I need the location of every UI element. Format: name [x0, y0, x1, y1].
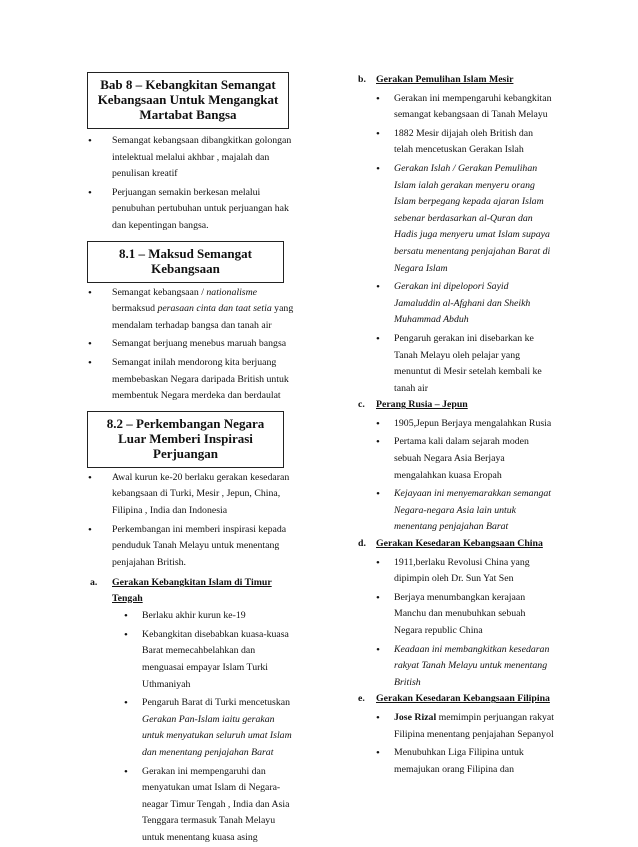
subsection-letter: e.: [358, 693, 365, 705]
list-item: • Semangat inilah mendorong kita berjuang membebaskan Negara daripada British untuk membentuk Negara merdeka dan berdaulat: [82, 355, 294, 405]
chapter-heading: Bab 8 – Kebangkitan Semangat Kebangsaan Untuk Mengangkat Martabat Bangsa: [87, 72, 289, 129]
list-item: • Menubuhkan Liga Filipina untuk memajukan orang Filipina dan: [376, 745, 554, 778]
subsection-title: Gerakan Kesedaran Kebangsaan China: [376, 538, 543, 550]
list-item: • Pengaruh gerakan ini disebarkan ke Tanah Melayu oleh pelajar yang menuntut di Mesir setelah kembali ke tanah air: [376, 331, 554, 397]
list-item: • Gerakan ini mempengaruhi dan menyatukan umat Islam di Negara-neagar Timur Tengah , India dan Asia Tenggara termasuk Tanah Melayu untuk menentang kuasa asing: [112, 764, 294, 847]
text-run-italic: Gerakan Pan-Islam iaitu gerakan untuk menyatukan seluruh umat Islam dan menentang penjajahan Barat: [142, 713, 292, 759]
list-item: • Semangat kebangsaan dibangkitkan golongan intelektual melalui akhbar , majalah dan penulisan kreatif: [82, 133, 294, 183]
list-item: • Awal kurun ke-20 berlaku gerakan kesedaran kebangsaan di Turki, Mesir , Jepun, China, Filipina , India dan Indonesia: [82, 470, 294, 520]
subsection-c: [340, 397, 554, 536]
text-run: bermaksud: [112, 303, 158, 315]
subsection-b-list: [376, 91, 554, 398]
text-run-italic: nationalisme: [206, 286, 258, 298]
subsection-c-list: [376, 416, 554, 536]
list-item: • 1882 Mesir dijajah oleh British dan telah mencetuskan Gerakan Islah: [376, 126, 554, 159]
left-column: [82, 72, 294, 847]
subsection-title: Gerakan Pemulihan Islam Mesir: [376, 74, 514, 85]
list-item: • Pertama kali dalam sejarah moden sebuah Negara Asia Berjaya mengalahkan kuasa Eropah: [376, 434, 554, 484]
subsection-letter: b.: [358, 74, 366, 85]
subsection-a: [82, 575, 294, 846]
right-column: [340, 72, 554, 778]
section-8-1-list: [82, 285, 294, 405]
list-item: • Perjuangan semakin berkesan melalui penubuhan pertubuhan untuk perjuangan hak dan kepentingan bangsa.: [82, 185, 294, 235]
section-heading-8-2: 8.2 – Perkembangan Negara Luar Memberi Inspirasi Perjuangan: [87, 411, 284, 468]
list-item: • Berlaku akhir kurun ke-19: [112, 608, 294, 625]
subsection-letter: a.: [90, 577, 98, 589]
subsection-title: Perang Rusia – Jepun: [376, 399, 468, 411]
subsection-a-list: [112, 608, 294, 846]
subsection-letter: d.: [358, 538, 366, 550]
subsection-e-list: [376, 710, 554, 778]
section-heading-8-1: 8.1 – Maksud Semangat Kebangsaan: [87, 241, 284, 283]
list-item: • Gerakan ini mempengaruhi kebangkitan semangat kebangsaan di Tanah Melayu: [376, 91, 554, 124]
list-item: [376, 710, 554, 743]
subsection-title: Gerakan Kebangkitan Islam di Timur Tengah: [112, 577, 272, 604]
text-run: Pengaruh Barat di Turki mencetuskan: [142, 697, 291, 709]
subsection-b: [340, 72, 554, 397]
subsection-d-list: [376, 555, 554, 692]
text-run-italic: perasaan cinta dan taat setia: [157, 303, 272, 315]
list-item: • Keadaan ini membangkitkan kesedaran rakyat Tanah Melayu untuk menentang British: [376, 642, 554, 692]
list-item: • Berjaya menumbangkan kerajaan Manchu dan menubuhkan sebuah Negara republic China: [376, 590, 554, 640]
list-item: • Semangat berjuang menebus maruah bangsa: [82, 336, 294, 353]
list-item: • Kejayaan ini menyemarakkan semangat Negara-negara Asia lain untuk menentang penjajahan Barat: [376, 486, 554, 536]
subsection-letter: c.: [358, 399, 365, 411]
list-item: [82, 285, 294, 335]
subsection-title: Gerakan Kesedaran Kebangsaan Filipina: [376, 693, 550, 705]
intro-list: [82, 133, 294, 235]
list-item: [112, 695, 294, 761]
list-item: • 1905,Jepun Berjaya mengalahkan Rusia: [376, 416, 554, 433]
text-run-bold: Jose Rizal: [394, 711, 437, 723]
list-item: • Gerakan Islah / Gerakan Pemulihan Islam ialah gerakan menyeru orang Islam berpegang kepada ajaran Islam sebenar berdasarkan al-Quran dan Hadis juga menyeru umat Islam supaya bersatu menentang penjajahan Barat di Negara Islam: [376, 161, 554, 277]
subsection-e: [340, 691, 554, 778]
list-item: • 1911,berlaku Revolusi China yang dipimpin oleh Dr. Sun Yat Sen: [376, 555, 554, 588]
text-run: Semangat kebangsaan /: [112, 286, 207, 298]
text-run: memimpin perjuangan rakyat Filipina menentang penjajahan Sepanyol: [394, 711, 554, 740]
list-item: • Kebangkitan disebabkan kuasa-kuasa Barat memecahbelahkan dan menguasai empayar Islam Turki Uthmaniyah: [112, 627, 294, 693]
text-run: yang mendalam terhadap bangsa dan tanah air: [112, 303, 294, 331]
section-8-2-list: [82, 470, 294, 572]
list-item: • Gerakan ini dipelopori Sayid Jamaluddin al-Afghani dan Sheikh Muhammad Abduh: [376, 279, 554, 329]
list-item: • Perkembangan ini memberi inspirasi kepada penduduk Tanah Melayu untuk menentang penjajahan British.: [82, 522, 294, 572]
subsection-d: [340, 536, 554, 691]
